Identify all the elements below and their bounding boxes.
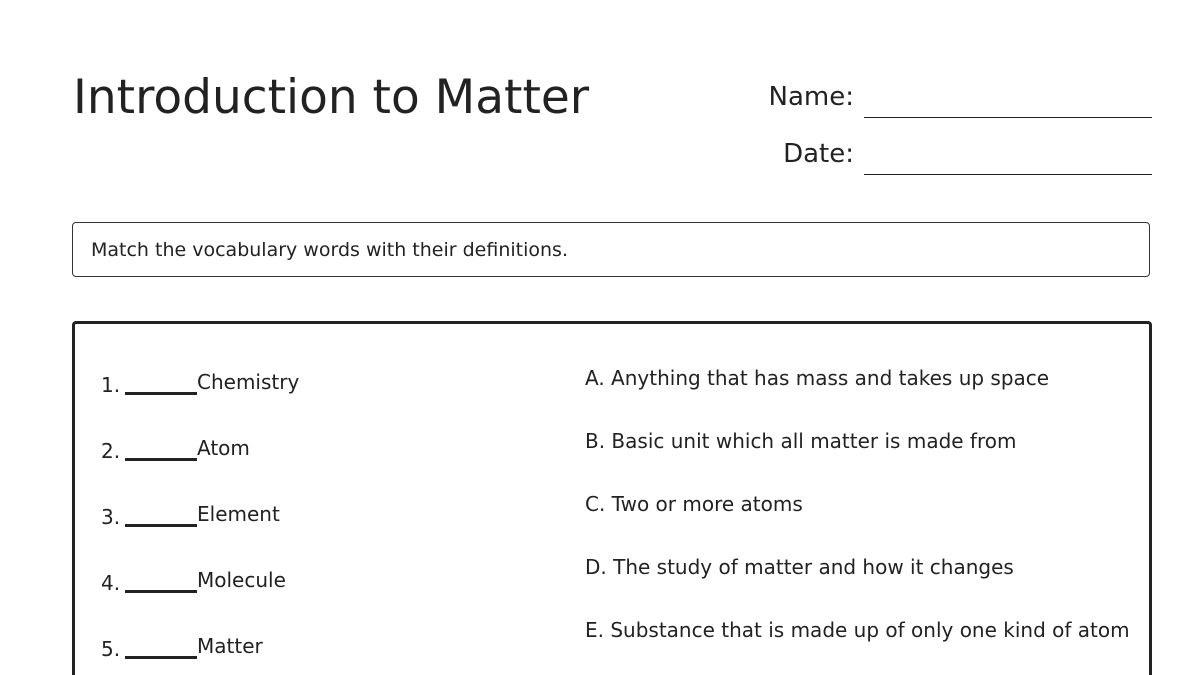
answer-blank[interactable] xyxy=(125,368,197,395)
instructions-box xyxy=(72,222,1150,277)
term-word: Atom xyxy=(197,436,250,460)
worksheet-title: Introduction to Matter xyxy=(73,70,590,125)
answer-blank[interactable] xyxy=(125,566,197,593)
definition-item: D. The study of matter and how it changes xyxy=(585,555,1014,579)
answer-blank[interactable] xyxy=(125,500,197,527)
term-word: Matter xyxy=(197,634,263,658)
date-field-row xyxy=(758,131,1152,175)
term-word: Molecule xyxy=(197,568,286,592)
definition-item: E. Substance that is made up of only one kind of atom xyxy=(585,618,1130,642)
term-number: 4. xyxy=(101,571,121,595)
name-field[interactable] xyxy=(864,73,1152,118)
instructions-text: Match the vocabulary words with their definitions. xyxy=(91,238,568,261)
definition-item: A. Anything that has mass and takes up space xyxy=(585,366,1050,390)
date-label: Date: xyxy=(783,139,854,169)
definition-item: B. Basic unit which all matter is made from xyxy=(585,429,1017,453)
date-field[interactable] xyxy=(864,130,1152,175)
term-item xyxy=(101,500,280,527)
term-number: 2. xyxy=(101,439,121,463)
term-number: 3. xyxy=(101,505,121,529)
name-field-row xyxy=(758,74,1152,118)
matching-box xyxy=(72,321,1152,675)
term-number: 5. xyxy=(101,637,121,661)
term-word: Element xyxy=(197,502,280,526)
term-item xyxy=(101,566,286,593)
answer-blank[interactable] xyxy=(125,632,197,659)
answer-blank[interactable] xyxy=(125,434,197,461)
name-label: Name: xyxy=(768,82,854,112)
definition-item: C. Two or more atoms xyxy=(585,492,803,516)
term-item xyxy=(101,368,299,395)
term-item xyxy=(101,632,263,659)
term-word: Chemistry xyxy=(197,370,300,394)
term-item xyxy=(101,434,250,461)
term-number: 1. xyxy=(101,373,121,397)
